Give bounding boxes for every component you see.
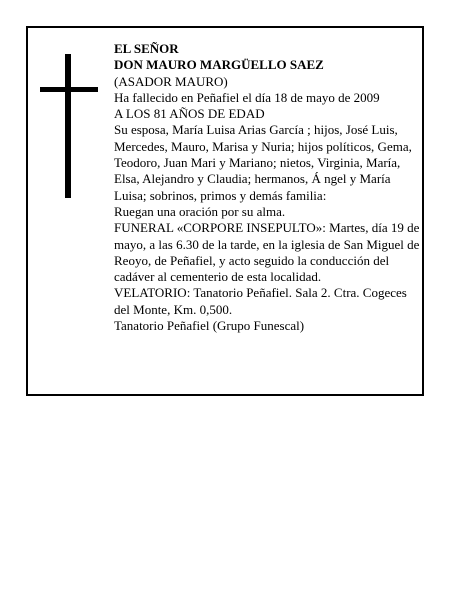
death-statement: Ha fallecido en Peñafiel el día 18 de mayo de 2009 bbox=[114, 89, 380, 105]
cross-icon bbox=[40, 54, 98, 198]
family-list: Su esposa, María Luisa Arias García ; hijos, José Luis, Mercedes, Mauro, Marisa y Nuria; hijos políticos, Gema, Teodoro, Juan Mari y Mariano; nietos, Virginia, María, Elsa, Alejandro y Claudia; hermanos, Á ngel y María Luisa; sobrinos, primos y demás familia: bbox=[114, 122, 412, 203]
age-statement: A LOS 81 AÑOS DE EDAD bbox=[114, 106, 265, 122]
cross-horizontal-bar bbox=[40, 87, 98, 92]
wake-details: VELATORIO: Tanatorio Peñafiel. Sala 2. Ctra. Cogeces del Monte, Km. 0,500. bbox=[114, 285, 407, 317]
notice-text bbox=[114, 41, 424, 334]
funeral-home: Tanatorio Peñafiel (Grupo Funescal) bbox=[114, 318, 305, 334]
deceased-alias: (ASADOR MAURO) bbox=[114, 73, 228, 89]
deceased-name: DON MAURO MARGÜELLO SAEZ bbox=[114, 57, 324, 73]
funeral-details: FUNERAL «CORPORE INSEPULTO»: Martes, día 19 de mayo, a las 6.30 de la tarde, en la iglesia de San Miguel de Reoyo, de Peñafiel, y acto seguido la conducción del cadáver al cementerio de esta localidad. bbox=[114, 220, 420, 285]
death-notice bbox=[26, 26, 424, 396]
cross-vertical-bar bbox=[65, 54, 71, 198]
notice-title: EL SEÑOR bbox=[114, 41, 179, 56]
prayer-request: Ruegan una oración por su alma. bbox=[114, 203, 286, 219]
